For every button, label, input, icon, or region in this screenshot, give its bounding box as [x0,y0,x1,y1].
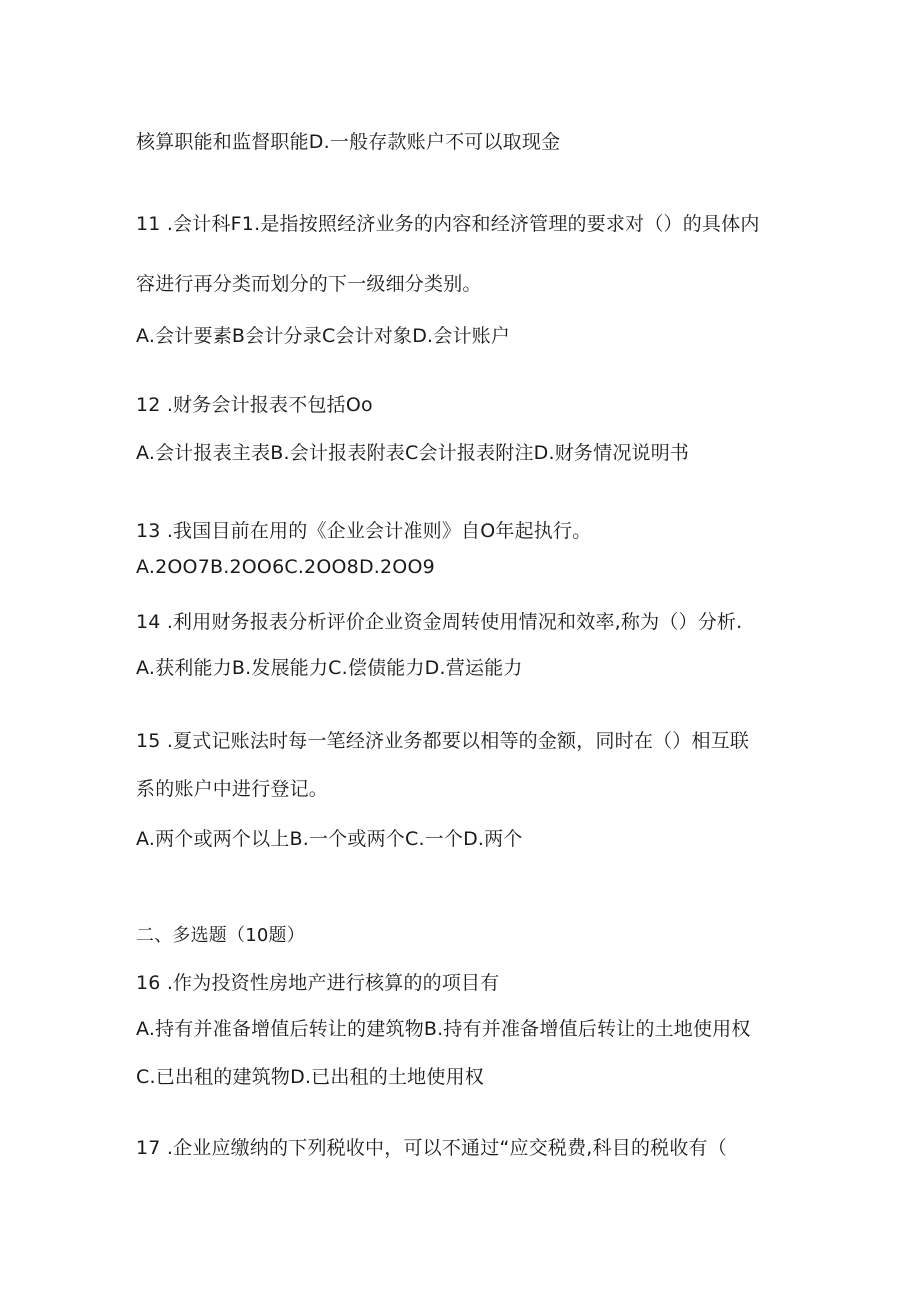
question-14: 14 .利用财务报表分析评价企业资金周转使用情况和效率,称为（）分析. [136,611,743,633]
question-13: 13 .我国目前在用的《企业会计准则》自O年起执行。 [136,520,592,542]
question-11-line-2: 容进行再分类而划分的下一级细分类别。 [136,273,482,295]
question-12-options: A.会计报表主表B.会计报表附表C会计报表附注D.财务情况说明书 [136,442,690,464]
section-heading-multiple-choice: 二、多选题（10题） [136,925,305,946]
question-16: 16 .作为投资性房地产进行核算的的项目有 [136,972,500,994]
question-17: 17 .企业应缴纳的下列税收中，可以不通过“应交税费,科目的税收有（ [136,1137,727,1159]
question-16-options-line-1: A.持有并准备增值后转让的建筑物B.持有并准备增值后转让的土地使用权 [136,1018,751,1040]
text-line-continuation: 核算职能和监督职能D.一般存款账户不可以取现金 [136,131,561,153]
question-14-options: A.获利能力B.发展能力C.偿债能力D.营运能力 [136,657,523,679]
question-11-options: A.会计要素B会计分录C会计对象D.会计账户 [136,325,511,347]
question-15-options: A.两个或两个以上B.一个或两个C.一个D.两个 [136,828,523,850]
question-15-line-1: 15 .夏式记账法时每一笔经济业务都要以相等的金额，同时在（）相互联 [136,730,750,752]
question-11-line-1: 11 .会计科F1.是指按照经济业务的内容和经济管理的要求对（）的具体内 [136,213,760,235]
question-13-options: A.2OO7B.2OO6C.2OO8D.2OO9 [136,556,435,578]
question-12: 12 .财务会计报表不包括Oo [136,394,373,416]
question-15-line-2: 系的账户中进行登记。 [136,778,329,800]
question-16-options-line-2: C.已出租的建筑物D.已出租的土地使用权 [136,1066,484,1088]
